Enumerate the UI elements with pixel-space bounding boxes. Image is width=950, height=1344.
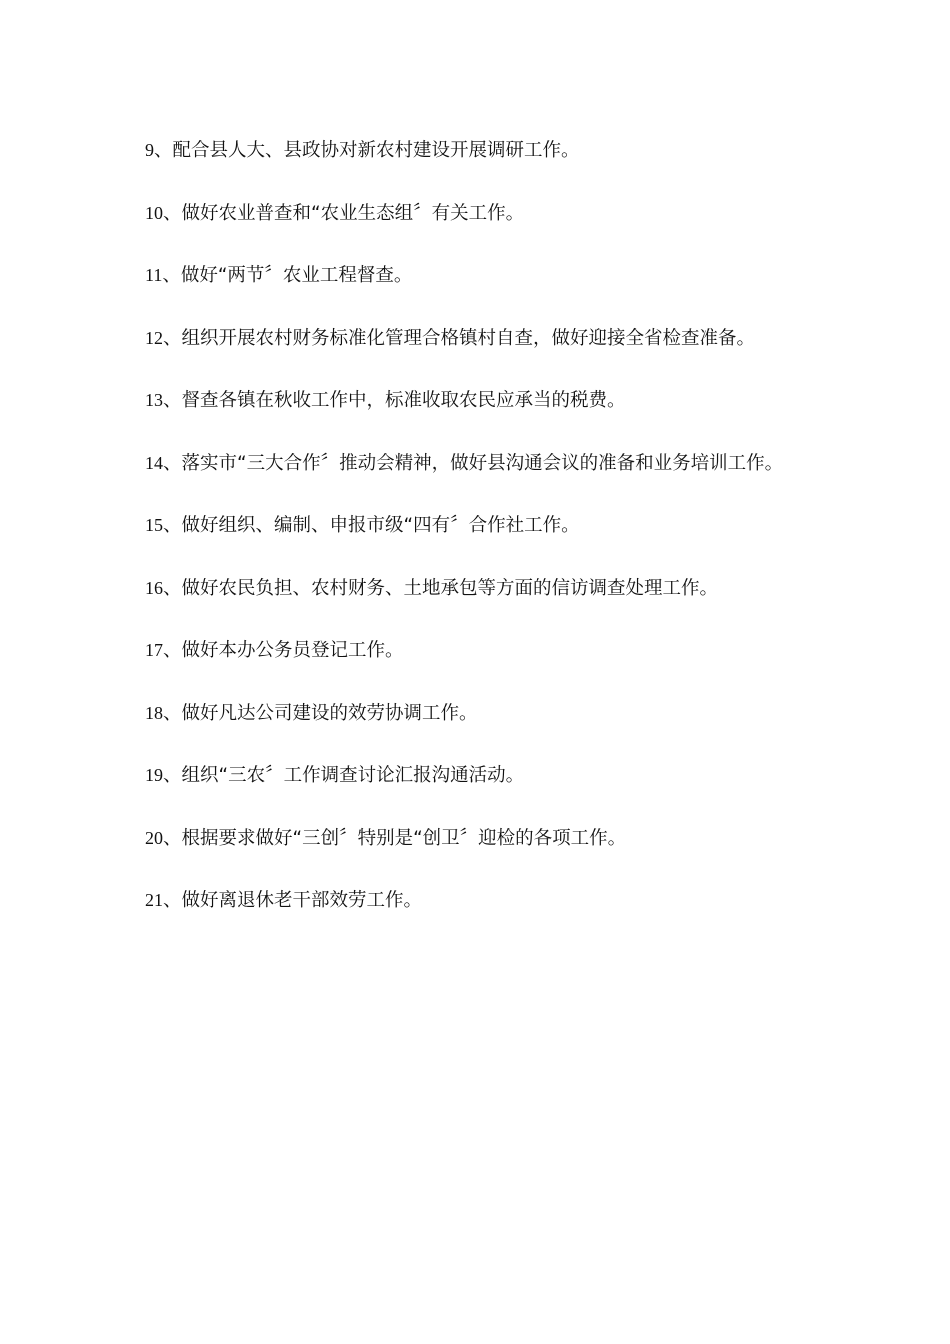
item-text: 、落实市“三大合作〞推动会精神，做好县沟通会议的准备和业务培训工作。 xyxy=(163,452,784,474)
item-number: 11 xyxy=(145,265,163,285)
list-item xyxy=(145,884,783,947)
item-text: 、做好凡达公司建设的效劳协调工作。 xyxy=(163,702,478,724)
item-number: 17 xyxy=(145,640,163,660)
list-item xyxy=(145,509,783,572)
item-text: 、根据要求做好“三创〞特别是“创卫〞迎检的各项工作。 xyxy=(163,827,627,849)
item-number: 19 xyxy=(145,765,163,785)
item-number: 9 xyxy=(145,140,154,160)
list-item xyxy=(145,447,783,510)
item-number: 18 xyxy=(145,702,163,723)
list-item xyxy=(145,259,783,322)
item-text: 、督查各镇在秋收工作中，标准收取农民应承当的税费。 xyxy=(163,390,626,411)
work-item-list xyxy=(145,134,783,947)
list-item xyxy=(145,822,783,885)
list-item xyxy=(145,572,783,635)
list-item xyxy=(145,197,783,260)
item-text: 、做好组织、编制、申报市级“四有〞合作社工作。 xyxy=(163,515,580,536)
item-number: 13 xyxy=(145,390,163,410)
item-number: 12 xyxy=(145,327,163,348)
list-item xyxy=(145,134,783,197)
item-text: 、配合县人大、县政协对新农村建设开展调研工作。 xyxy=(154,140,580,161)
list-item xyxy=(145,697,783,760)
list-item xyxy=(145,322,783,385)
item-text: 、组织“三农〞工作调查讨论汇报沟通活动。 xyxy=(163,765,525,786)
list-item xyxy=(145,384,783,447)
item-text: 、做好“两节〞农业工程督查。 xyxy=(162,265,413,286)
list-item xyxy=(145,759,783,822)
item-number: 20 xyxy=(145,827,163,848)
item-number: 21 xyxy=(145,890,163,910)
item-text: 、做好农民负担、农村财务、土地承包等方面的信访调查处理工作。 xyxy=(163,577,719,599)
item-text: 、做好农业普查和“农业生态组〞有关工作。 xyxy=(163,202,525,224)
item-number: 16 xyxy=(145,577,163,598)
item-number: 14 xyxy=(145,452,163,473)
item-number: 10 xyxy=(145,202,163,223)
item-text: 、做好离退休老干部效劳工作。 xyxy=(163,890,423,911)
list-item xyxy=(145,634,783,697)
item-text: 、组织开展农村财务标准化管理合格镇村自查，做好迎接全省检查准备。 xyxy=(163,327,756,349)
item-text: 、做好本办公务员登记工作。 xyxy=(163,640,404,661)
item-number: 15 xyxy=(145,515,163,535)
